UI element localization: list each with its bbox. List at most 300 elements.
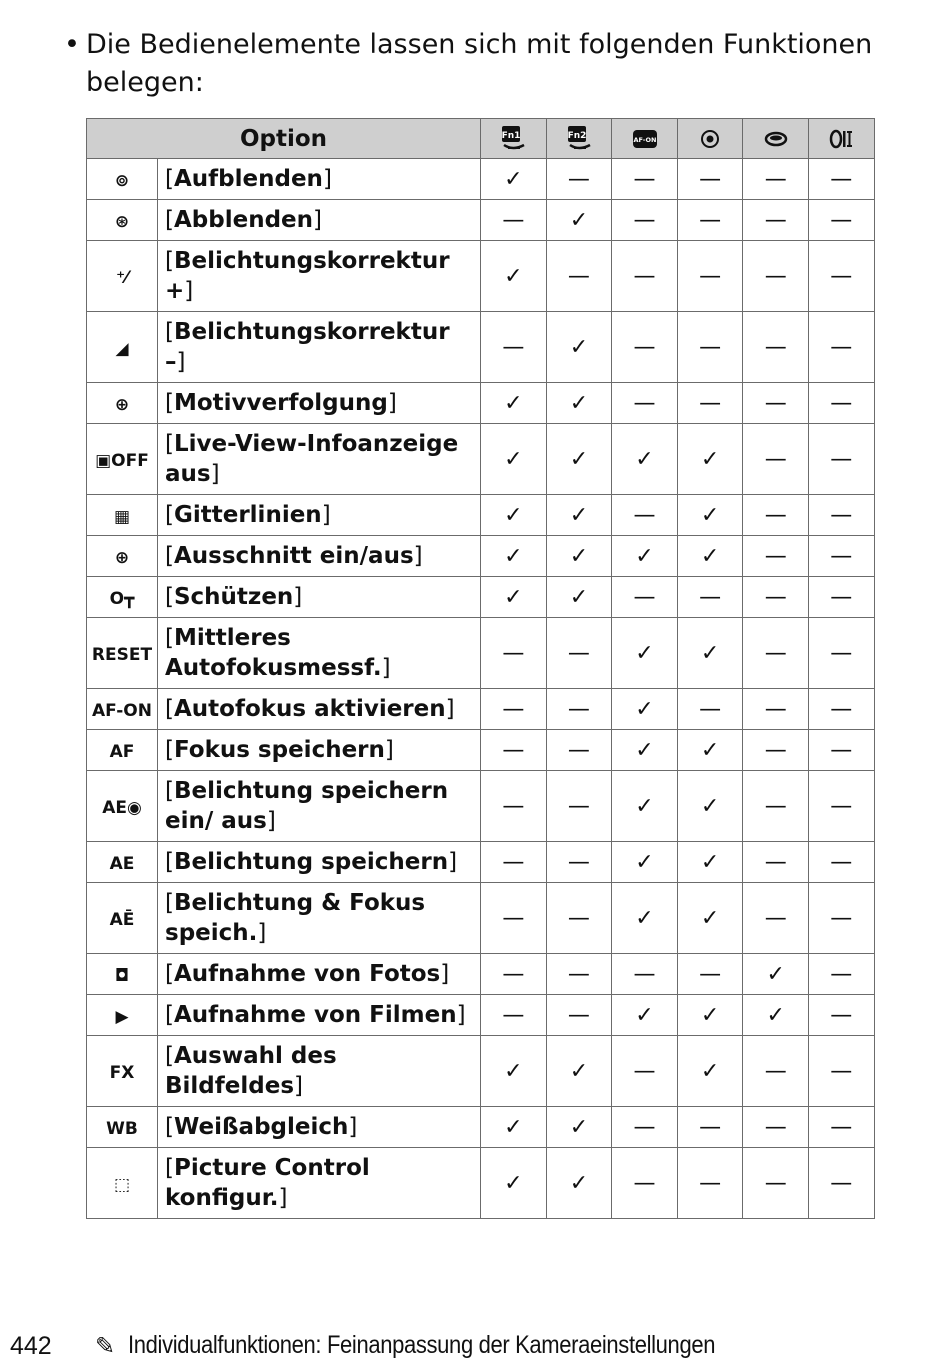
mark-cell xyxy=(481,1148,547,1219)
dash-mark: — xyxy=(699,207,722,233)
mark-cell xyxy=(677,1107,743,1148)
lens-focus-function-icon xyxy=(828,128,854,150)
svg-text:Fn2: Fn2 xyxy=(567,130,587,141)
mark-cell xyxy=(808,312,874,383)
mark-cell xyxy=(677,495,743,536)
mark-cell xyxy=(677,200,743,241)
mark-cell xyxy=(743,771,809,842)
dash-mark: — xyxy=(699,1114,722,1140)
mark-cell xyxy=(677,771,743,842)
mark-cell xyxy=(481,771,547,842)
dash-mark: — xyxy=(633,334,656,360)
dash-mark: — xyxy=(567,737,590,763)
dash-mark: — xyxy=(764,1114,787,1140)
dash-mark: — xyxy=(764,1058,787,1084)
option-label: [Belichtungskorrektur +] xyxy=(158,241,481,312)
svg-text:AF-ON: AF-ON xyxy=(633,136,656,144)
mark-cell xyxy=(743,536,809,577)
mark-cell xyxy=(612,842,678,883)
fn1-header xyxy=(481,119,547,159)
chapter-title: Individualfunktionen: Feinanpassung der Kameraeinstellungen xyxy=(128,1331,716,1359)
option-label: [Aufnahme von Fotos] xyxy=(158,954,481,995)
sub-selector-center-icon xyxy=(699,128,721,150)
mark-cell xyxy=(743,577,809,618)
option-label: [Belichtung speichern] xyxy=(158,842,481,883)
row-icon-cell xyxy=(87,842,158,883)
mark-cell xyxy=(743,159,809,200)
check-mark: ✓ xyxy=(569,1058,589,1084)
option-label-text: Aufnahme von Fotos xyxy=(173,961,441,987)
table-row xyxy=(87,954,875,995)
row-icon-cell xyxy=(87,159,158,200)
check-mark: ✓ xyxy=(569,543,589,569)
check-mark: ✓ xyxy=(635,543,654,569)
check-mark: ✓ xyxy=(569,390,589,416)
dash-mark: — xyxy=(764,446,787,472)
table-header-row xyxy=(87,119,875,159)
dash-mark: — xyxy=(830,737,853,763)
option-label: [Gitterlinien] xyxy=(158,495,481,536)
dash-mark: — xyxy=(830,446,853,472)
option-label: [Belichtungskorrektur –] xyxy=(158,312,481,383)
check-mark: ✓ xyxy=(635,1002,654,1028)
dash-mark: — xyxy=(502,737,525,763)
option-label: [Belichtung & Fokus speich.] xyxy=(158,883,481,954)
mark-cell xyxy=(743,730,809,771)
dash-mark: — xyxy=(830,584,853,610)
mark-cell xyxy=(677,159,743,200)
mark-cell xyxy=(546,312,612,383)
row-icon-cell xyxy=(87,995,158,1036)
mark-cell xyxy=(677,383,743,424)
mark-cell xyxy=(808,1036,874,1107)
dash-mark: — xyxy=(699,166,722,192)
check-mark: ✓ xyxy=(635,737,654,763)
page-number: 442 xyxy=(10,1332,52,1360)
option-label-text: Gitterlinien xyxy=(173,502,322,528)
dash-mark: — xyxy=(502,905,525,931)
table-row xyxy=(87,1148,875,1219)
mark-cell xyxy=(612,730,678,771)
option-header: Option xyxy=(87,119,481,159)
option-label-text: Weißabgleich xyxy=(173,1114,349,1140)
dash-mark: — xyxy=(764,166,787,192)
check-mark: ✓ xyxy=(635,793,654,819)
mark-cell xyxy=(743,1148,809,1219)
dash-mark: — xyxy=(764,849,787,875)
mark-cell xyxy=(677,577,743,618)
mark-cell xyxy=(743,618,809,689)
mark-cell xyxy=(808,883,874,954)
reset-icon: RESET xyxy=(91,645,153,665)
table-row xyxy=(87,383,875,424)
dash-mark: — xyxy=(830,334,853,360)
check-mark: ✓ xyxy=(569,1114,589,1140)
mark-cell xyxy=(546,842,612,883)
check-mark: ✓ xyxy=(504,543,523,569)
svg-text:Fn1: Fn1 xyxy=(501,130,521,141)
fn2-header xyxy=(546,119,612,159)
lens-function-header xyxy=(808,119,874,159)
dash-mark: — xyxy=(567,696,590,722)
check-mark: ✓ xyxy=(569,584,589,610)
mark-cell xyxy=(677,842,743,883)
dash-mark: — xyxy=(830,905,853,931)
mark-cell xyxy=(612,689,678,730)
bullet: • xyxy=(64,29,80,60)
table-row xyxy=(87,577,875,618)
mark-cell xyxy=(677,689,743,730)
check-mark: ✓ xyxy=(504,263,523,289)
check-mark: ✓ xyxy=(635,905,654,931)
option-label: [Live-View-Infoanzeige aus] xyxy=(158,424,481,495)
check-mark: ✓ xyxy=(635,696,654,722)
mark-cell xyxy=(612,1107,678,1148)
mark-cell xyxy=(808,618,874,689)
dash-mark: — xyxy=(567,849,590,875)
ae-lock-icon: AE xyxy=(109,854,135,874)
row-icon-cell xyxy=(87,1036,158,1107)
check-mark: ✓ xyxy=(504,584,523,610)
row-icon-cell xyxy=(87,241,158,312)
dash-mark: — xyxy=(699,334,722,360)
table-row xyxy=(87,495,875,536)
row-icon-cell xyxy=(87,424,158,495)
mark-cell xyxy=(481,883,547,954)
option-label-text: Auswahl des Bildfeldes xyxy=(165,1043,337,1099)
check-mark: ✓ xyxy=(700,1002,720,1028)
check-mark: ✓ xyxy=(635,849,654,875)
mark-cell xyxy=(677,424,743,495)
mark-cell xyxy=(808,577,874,618)
mark-cell xyxy=(481,689,547,730)
option-label: [Weißabgleich] xyxy=(158,1107,481,1148)
check-mark: ✓ xyxy=(569,207,589,233)
mark-cell xyxy=(808,730,874,771)
dash-mark: — xyxy=(830,1170,853,1196)
mark-cell xyxy=(743,424,809,495)
check-mark: ✓ xyxy=(569,502,589,528)
mark-cell xyxy=(677,730,743,771)
dash-mark: — xyxy=(633,166,656,192)
dash-mark: — xyxy=(830,640,853,666)
check-mark: ✓ xyxy=(635,446,654,472)
mark-cell xyxy=(612,883,678,954)
dash-mark: — xyxy=(764,543,787,569)
dash-mark: — xyxy=(830,1002,853,1028)
mark-cell xyxy=(808,383,874,424)
row-icon-cell xyxy=(87,536,158,577)
option-label: [Fokus speichern] xyxy=(158,730,481,771)
mark-cell xyxy=(481,954,547,995)
option-label: [Aufblenden] xyxy=(158,159,481,200)
row-icon-cell xyxy=(87,954,158,995)
mark-cell xyxy=(743,995,809,1036)
option-label: [Auswahl des Bildfeldes] xyxy=(158,1036,481,1107)
row-icon-cell xyxy=(87,689,158,730)
dash-mark: — xyxy=(830,961,853,987)
check-mark: ✓ xyxy=(766,1002,785,1028)
dash-mark: — xyxy=(502,1002,525,1028)
table-row xyxy=(87,159,875,200)
exposure-minus-icon: ◢ xyxy=(115,339,129,359)
intro-text: Die Bedienelemente lassen sich mit folgenden Funktionen belegen: xyxy=(86,29,873,98)
zoom-icon: ⊕ xyxy=(114,548,130,568)
mark-cell xyxy=(677,1036,743,1107)
mark-cell xyxy=(612,383,678,424)
mark-cell xyxy=(808,536,874,577)
mark-cell xyxy=(546,995,612,1036)
movie-record-header xyxy=(743,119,809,159)
dash-mark: — xyxy=(633,1114,656,1140)
check-mark: ✓ xyxy=(766,961,785,987)
picture-control-icon: ⬚ xyxy=(113,1175,131,1195)
sub-selector-header xyxy=(677,119,743,159)
dash-mark: — xyxy=(699,696,722,722)
option-label-text: Autofokus aktivieren xyxy=(173,696,446,722)
mark-cell xyxy=(677,312,743,383)
row-icon-cell xyxy=(87,383,158,424)
mark-cell xyxy=(546,954,612,995)
dash-mark: — xyxy=(633,584,656,610)
row-icon-cell xyxy=(87,1148,158,1219)
option-label: [Picture Control konfigur.] xyxy=(158,1148,481,1219)
mark-cell xyxy=(612,1148,678,1219)
mark-cell xyxy=(808,241,874,312)
table-row xyxy=(87,995,875,1036)
check-mark: ✓ xyxy=(700,793,720,819)
mark-cell xyxy=(677,618,743,689)
grid-icon: ▦ xyxy=(113,507,131,527)
row-icon-cell xyxy=(87,200,158,241)
mark-cell xyxy=(481,241,547,312)
option-label-text: Fokus speichern xyxy=(173,737,385,763)
fn1-button-icon xyxy=(500,125,526,153)
mark-cell xyxy=(481,312,547,383)
mark-cell xyxy=(481,1107,547,1148)
option-label: [Ausschnitt ein/aus] xyxy=(158,536,481,577)
dash-mark: — xyxy=(764,334,787,360)
option-label-text: Schützen xyxy=(173,584,294,610)
dash-mark: — xyxy=(764,696,787,722)
table-row xyxy=(87,200,875,241)
mark-cell xyxy=(612,1036,678,1107)
mark-cell xyxy=(743,200,809,241)
table-row xyxy=(87,730,875,771)
mark-cell xyxy=(612,618,678,689)
dash-mark: — xyxy=(764,584,787,610)
mark-cell xyxy=(546,883,612,954)
table-row xyxy=(87,689,875,730)
dash-mark: — xyxy=(633,1170,656,1196)
dash-mark: — xyxy=(830,793,853,819)
mark-cell xyxy=(808,200,874,241)
dash-mark: — xyxy=(567,961,590,987)
dash-mark: — xyxy=(764,737,787,763)
dash-mark: — xyxy=(502,640,525,666)
mark-cell xyxy=(743,842,809,883)
row-icon-cell xyxy=(87,1107,158,1148)
option-label-text: Belichtung speichern ein/ aus xyxy=(165,778,449,834)
dash-mark: — xyxy=(502,793,525,819)
mark-cell xyxy=(677,954,743,995)
row-icon-cell xyxy=(87,730,158,771)
check-mark: ✓ xyxy=(504,1170,523,1196)
ae-lock-hold-icon: AE◉ xyxy=(102,798,142,818)
check-mark: ✓ xyxy=(504,502,523,528)
dash-mark: — xyxy=(633,1058,656,1084)
check-mark: ✓ xyxy=(700,446,720,472)
af-on-header xyxy=(612,119,678,159)
option-label-text: Aufblenden xyxy=(173,166,323,192)
mark-cell xyxy=(743,312,809,383)
mark-cell xyxy=(546,1107,612,1148)
mark-cell xyxy=(808,1148,874,1219)
mark-cell xyxy=(546,1036,612,1107)
mark-cell xyxy=(743,383,809,424)
dash-mark: — xyxy=(699,961,722,987)
option-label: [Motivverfolgung] xyxy=(158,383,481,424)
control-assignment-table xyxy=(86,118,875,1219)
option-label-text: Abblenden xyxy=(173,207,314,233)
mark-cell xyxy=(612,771,678,842)
mark-cell xyxy=(546,536,612,577)
subject-tracking-icon: ⊕ xyxy=(114,395,130,415)
dash-mark: — xyxy=(502,207,525,233)
dash-mark: — xyxy=(830,543,853,569)
row-icon-cell xyxy=(87,618,158,689)
dash-mark: — xyxy=(830,502,853,528)
mark-cell xyxy=(481,1036,547,1107)
af-lock-icon: AF xyxy=(109,742,135,762)
row-icon-cell xyxy=(87,771,158,842)
option-label-text: Motivverfolgung xyxy=(173,390,388,416)
mark-cell xyxy=(677,536,743,577)
mark-cell xyxy=(808,995,874,1036)
mark-cell xyxy=(612,312,678,383)
mark-cell xyxy=(481,159,547,200)
dash-mark: — xyxy=(830,1114,853,1140)
af-on-button-icon xyxy=(632,128,658,150)
mark-cell xyxy=(546,730,612,771)
check-mark: ✓ xyxy=(700,737,720,763)
check-mark: ✓ xyxy=(700,640,720,666)
mark-cell xyxy=(808,954,874,995)
dash-mark: — xyxy=(633,502,656,528)
row-icon-cell xyxy=(87,495,158,536)
mark-cell xyxy=(612,159,678,200)
mark-cell xyxy=(808,1107,874,1148)
mark-cell xyxy=(546,495,612,536)
mark-cell xyxy=(612,424,678,495)
table-row xyxy=(87,883,875,954)
option-label: [Mittleres Autofokusmessf.] xyxy=(158,618,481,689)
mark-cell xyxy=(677,1148,743,1219)
option-label: [Aufnahme von Filmen] xyxy=(158,995,481,1036)
mark-cell xyxy=(481,495,547,536)
image-area-icon: FX xyxy=(109,1063,135,1083)
dash-mark: — xyxy=(830,207,853,233)
row-icon-cell xyxy=(87,312,158,383)
fn2-button-icon xyxy=(566,125,592,153)
check-mark: ✓ xyxy=(635,640,654,666)
table-row xyxy=(87,842,875,883)
mark-cell xyxy=(546,241,612,312)
mark-cell xyxy=(546,577,612,618)
mark-cell xyxy=(612,241,678,312)
dash-mark: — xyxy=(699,1170,722,1196)
dash-mark: — xyxy=(567,263,590,289)
option-label-text: Belichtung & Fokus speich. xyxy=(165,890,426,946)
mark-cell xyxy=(546,771,612,842)
mark-cell xyxy=(808,424,874,495)
mark-cell xyxy=(743,1036,809,1107)
dash-mark: — xyxy=(830,263,853,289)
mark-cell xyxy=(481,730,547,771)
mark-cell xyxy=(546,383,612,424)
dash-mark: — xyxy=(502,961,525,987)
dash-mark: — xyxy=(764,793,787,819)
ae-af-lock-icon: AĒ xyxy=(109,910,135,930)
dash-mark: — xyxy=(830,166,853,192)
info-display-off-icon: ▣OFF xyxy=(95,451,149,471)
mark-cell xyxy=(481,536,547,577)
check-mark: ✓ xyxy=(504,1114,523,1140)
mark-cell xyxy=(481,383,547,424)
table-row xyxy=(87,1107,875,1148)
intro-paragraph xyxy=(64,26,884,102)
white-balance-icon: WB xyxy=(106,1119,138,1139)
mark-cell xyxy=(808,159,874,200)
mark-cell xyxy=(743,954,809,995)
option-label-text: Belichtung speichern xyxy=(173,849,449,875)
dash-mark: — xyxy=(699,263,722,289)
movie-camera-icon: ▶ xyxy=(115,1007,129,1027)
check-mark: ✓ xyxy=(504,446,523,472)
check-mark: ✓ xyxy=(700,849,720,875)
table-row xyxy=(87,618,875,689)
option-label-text: Aufnahme von Filmen xyxy=(173,1002,457,1028)
protect-key-icon: O┳ xyxy=(109,589,135,609)
check-mark: ✓ xyxy=(504,390,523,416)
table-row xyxy=(87,312,875,383)
dash-mark: — xyxy=(502,334,525,360)
movie-record-button-icon xyxy=(764,129,788,149)
dash-mark: — xyxy=(830,696,853,722)
mark-cell xyxy=(481,995,547,1036)
aperture-close-icon: ⊛ xyxy=(114,212,130,232)
check-mark: ✓ xyxy=(504,166,523,192)
mark-cell xyxy=(546,1148,612,1219)
dash-mark: — xyxy=(830,849,853,875)
dash-mark: — xyxy=(633,207,656,233)
mark-cell xyxy=(612,495,678,536)
dash-mark: — xyxy=(633,390,656,416)
mark-cell xyxy=(743,241,809,312)
mark-cell xyxy=(546,424,612,495)
dash-mark: — xyxy=(764,1170,787,1196)
mark-cell xyxy=(546,200,612,241)
mark-cell xyxy=(481,842,547,883)
table-row xyxy=(87,424,875,495)
dash-mark: — xyxy=(567,1002,590,1028)
option-label-text: Belichtungskorrektur – xyxy=(165,319,450,375)
dash-mark: — xyxy=(830,1058,853,1084)
check-mark: ✓ xyxy=(569,334,589,360)
table-row xyxy=(87,771,875,842)
dash-mark: — xyxy=(567,905,590,931)
row-icon-cell xyxy=(87,883,158,954)
